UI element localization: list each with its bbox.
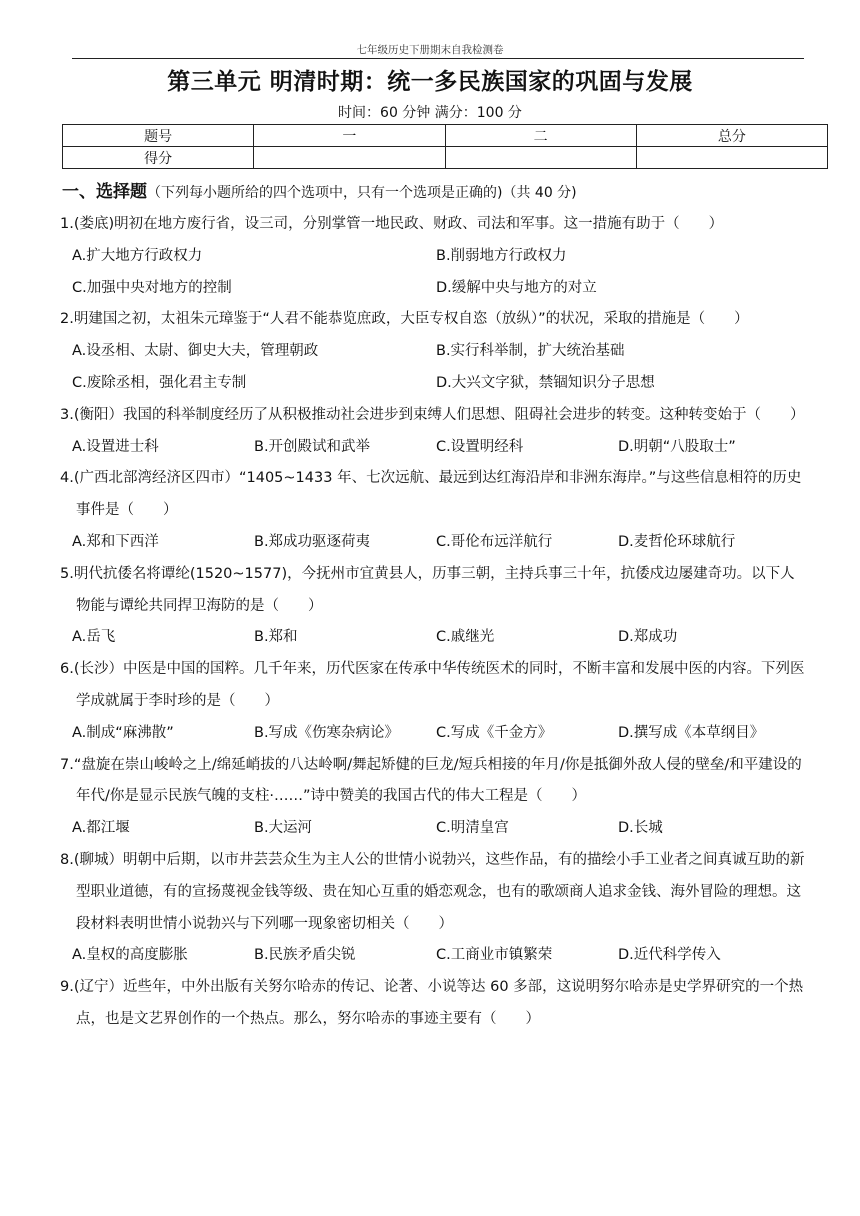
answer-option: A.制成“麻沸散” [72, 724, 174, 741]
header-divider [72, 58, 804, 59]
score-table-score-row [63, 147, 828, 169]
option-group [60, 718, 808, 750]
score-table-cell: 二 [445, 125, 636, 147]
score-table [62, 124, 828, 169]
answer-option: D.郑成功 [618, 629, 678, 646]
score-table-cell: 一 [254, 125, 445, 147]
answer-option: C.明清皇宫 [436, 820, 509, 837]
question-stem: 2.明建国之初，太祖朱元璋鉴于“人君不能恭览庶政，大臣专权自恣（放纵）”的状况，采取的措施是（ ） [60, 311, 749, 328]
option-group [60, 241, 808, 305]
option-group [60, 940, 808, 972]
section-title: 一、选择题 [62, 182, 147, 202]
answer-option: A.都江堰 [72, 820, 130, 837]
answer-option: D.长城 [618, 820, 663, 837]
answer-option: C.加强中央对地方的控制 [72, 279, 232, 296]
answer-option: B.大运河 [254, 820, 313, 837]
exam-info: 时间：60 分钟 满分：100 分 [338, 105, 522, 121]
answer-option: B.削弱地方行政权力 [436, 247, 567, 264]
answer-option: C.哥伦布远洋航行 [436, 533, 553, 550]
question-stem: 1.(娄底)明初在地方废行省，设三司，分别掌管一地民政、财政、司法和军事。这一措施有助于（ ） [60, 216, 724, 232]
question-stem: 7.“盘旋在崇山峻岭之上/绵延峭拔的八达岭啊/舞起矫健的巨龙/短兵相接的年月/你是抵御外敌人侵的壁垒/和平建设的年代/你是显示民族气魄的支柱·……”诗中赞美的我国古代的伟大工程是（ ） [60, 756, 802, 805]
question-stem: 9.(辽宁）近些年，中外出版有关努尔哈赤的传记、论著、小说等达 60 多部，这说明努尔哈赤是史学界研究的一个热点，也是文艺界创作的一个热点。那么，努尔哈赤的事迹主要有（ ） [60, 979, 804, 1027]
score-table-cell: 总分 [636, 125, 827, 147]
question-item [60, 972, 808, 1036]
section-heading [62, 182, 832, 203]
score-table-header-row [63, 125, 828, 147]
answer-option: C.废除丞相，强化君主专制 [72, 374, 247, 391]
score-cell-part2 [445, 147, 636, 169]
question-item [60, 845, 808, 972]
question-stem: 5.明代抗倭名将谭纶(1520~1577)，今抚州市宜黄县人，历事三朝，主持兵事三十年，抗倭戍边屡建奇功。以下人物能与谭纶共同捍卫海防的是（ ） [60, 565, 795, 614]
answer-option: D.麦哲伦环球航行 [618, 533, 736, 550]
answer-option: A.设丞相、太尉、御史大夫，管理朝政 [72, 343, 319, 360]
answer-option: A.岳飞 [72, 629, 116, 646]
score-cell-part1 [254, 147, 445, 169]
question-stem: 3.(衡阳）我国的科举制度经历了从积极推动社会进步到束缚人们思想、阻碍社会进步的转变。这种转变始于（ ） [60, 406, 805, 423]
page-header: 七年级历史下册期末自我检测卷 [356, 44, 504, 56]
question-item [60, 304, 808, 399]
answer-option: C.设置明经科 [436, 438, 524, 455]
option-group [60, 336, 808, 400]
answer-option: B.写成《伤寒杂病论》 [254, 724, 400, 741]
question-item [60, 559, 808, 654]
answer-option: D.撰写成《本草纲目》 [618, 724, 765, 741]
answer-option: B.开创殿试和武举 [254, 438, 371, 455]
page-title: 第三单元 明清时期：统一多民族国家的巩固与发展 [167, 69, 693, 95]
question-stem: 4.(广西北部湾经济区四市）“1405~1433 年、七次远航、最远到达红海沿岸和非洲东海岸。”与这些信息相符的历史事件是（ ） [60, 470, 802, 519]
question-item [60, 209, 808, 304]
answer-option: A.扩大地方行政权力 [72, 247, 203, 264]
question-item [60, 463, 808, 558]
question-stem: 6.(长沙）中医是中国的国粹。几千年来，历代医家在传承中华传统医术的同时，不断丰富和发展中医的内容。下列医学成就属于李时珍的是（ ） [60, 661, 805, 709]
question-item [60, 654, 808, 749]
score-table-cell: 得分 [63, 147, 254, 169]
answer-option: C.写成《千金方》 [436, 724, 553, 741]
option-group [60, 527, 808, 559]
answer-option: A.设置进士科 [72, 438, 159, 455]
option-group [60, 622, 808, 654]
answer-option: B.实行科举制，扩大统治基础 [436, 343, 625, 360]
answer-option: D.大兴文字狱，禁锢知识分子思想 [436, 374, 655, 391]
answer-option: D.明朝“八股取士” [618, 438, 736, 455]
answer-option: B.郑和 [254, 629, 298, 646]
answer-option: B.民族矛盾尖锐 [254, 947, 356, 964]
question-stem: 8.(聊城）明朝中后期，以市井芸芸众生为主人公的世情小说勃兴，这些作品，有的描绘小手工业者之间真诚互助的新型职业道德，有的宣扬蔑视金钱等级、贵在知心互重的婚恋观念，也有的歌颂商人追求金钱、海外冒险的理想。这段材料表明世情小说勃兴与下列哪一现象密切相关（ ） [60, 851, 805, 932]
answer-option: D.近代科学传入 [618, 947, 721, 964]
score-table-cell: 题号 [63, 125, 254, 147]
answer-option: A.郑和下西洋 [72, 533, 159, 550]
option-group [60, 432, 808, 464]
question-list [60, 209, 808, 1036]
answer-option: C.戚继光 [436, 629, 495, 646]
answer-option: D.缓解中央与地方的对立 [436, 279, 597, 296]
answer-option: C.工商业市镇繁荣 [436, 947, 553, 964]
score-cell-total [636, 147, 827, 169]
answer-option: B.郑成功驱逐荷夷 [254, 533, 371, 550]
option-group [60, 813, 808, 845]
answer-option: A.皇权的高度膨胀 [72, 947, 188, 964]
question-item [60, 750, 808, 845]
section-instructions: （下列每小题所给的四个选项中，只有一个选项是正确的)（共 40 分) [147, 185, 577, 201]
question-item [60, 400, 808, 464]
